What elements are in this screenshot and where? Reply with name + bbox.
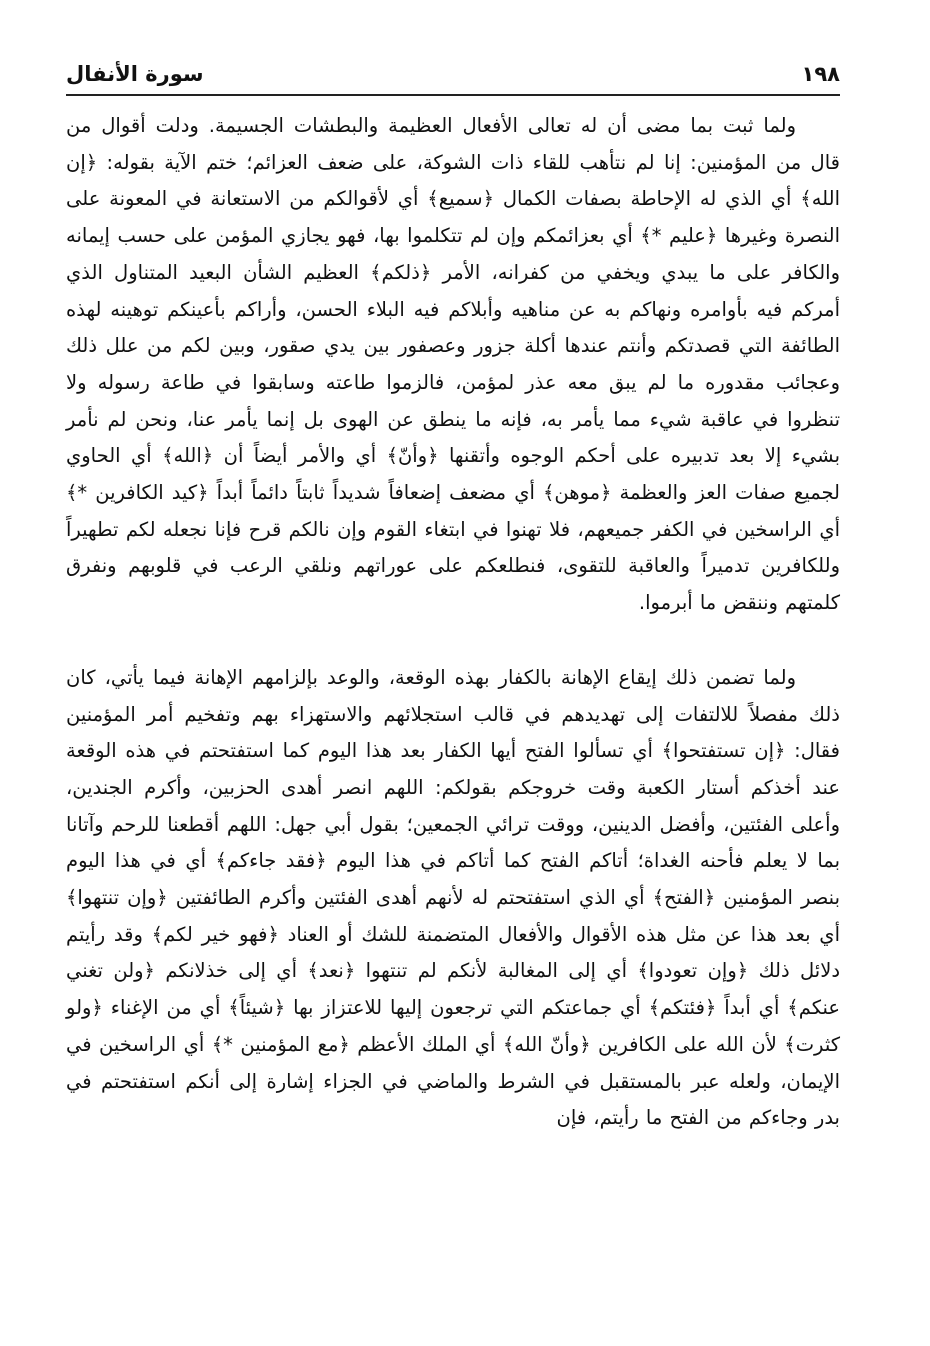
surah-title: سورة الأنفال [66, 62, 204, 86]
paragraph-first: ولما ثبت بما مضى أن له تعالى الأفعال العظيمة والبطشات الجسيمة. ودلت أقوال من قال من المؤمنين: إنا لم نتأهب للقاء ذات الشوكة، على ضعف العزائم؛ ختم الآية بقوله: ﴿إن الله﴾ أي الذي له الإحاطة بصفات الكمال ﴿سميع﴾ أي لأقوالكم من الاستعانة في المعونة على النصرة وغيرها ﴿عليم *﴾ أي بعزائمكم وإن لم تتكلموا بها، فهو يجازي المؤمن على حسب إيمانه والكافر على ما يبدي ويخفي من كفرانه، الأمر ﴿ذلكم﴾ العظيم الشأن البعيد المتناول الذي أمركم فيه بأوامره ونهاكم به عن مناهيه وأبلاكم فيه البلاء الحسن، وأراكم بأعينكم توهينه لهذه الطائفة التي قصدتكم وأنتم عندها أكلة جزور وعصفور بين يدي صقور، وبين لكم من علل ذلك وعجائب مقدوره ما لم يبق معه عذر لمؤمن، فالزموا طاعته وسابقوا في طاعة رسوله ولا تنظروا في عاقبة شيء مما يأمر به، فإنه ما ينطق عن الهوى بل إنما يأمر عنا، ونحن لم نأمر بشيء إلا بعد تدبيره على أحكم الوجوه وأتقنها ﴿وأنّ﴾ أي والأمر أيضاً أن ﴿الله﴾ أي الحاوي لجميع صفات العز والعظمة ﴿موهن﴾ أي مضعف إضعافاً شديداً ثابتاً دائماً أبداً ﴿كيد الكافرين *﴾ أي الراسخين في الكفر جميعهم، فلا تهنوا في ابتغاء القوم وإن نالكم قرح فإنا نجعله لكم تطهيراً وللكافرين تدميراً والعاقبة للتقوى، فنطلعكم على عوراتهم ونلقي الرعب في قلوبهم ونفرق كلمتهم وننقض ما أبرموا. [66, 114, 840, 615]
header-divider [66, 94, 840, 96]
commentary-body [66, 108, 840, 1137]
page-header [66, 58, 840, 92]
paragraph-second: ولما تضمن ذلك إيقاع الإهانة بالكفار بهذه الوقعة، والوعد بإلزامهم الإهانة فيما يأتي، كان ذلك مفصلاً للالتفات إلى تهديدهم في قالب استجلائهم والاستهزاء بهم وتفخيم أمر المؤمنين فقال: ﴿إن تستفتحوا﴾ أي تسألوا الفتح أيها الكفار بعد هذا اليوم كما استفتحتم في هذه الوقعة عند أخذكم أستار الكعبة وقت خروجكم بقولكم: اللهم انصر أهدى الحزبين، وأكرم الجندين، وأعلى الفئتين، وأفضل الدينين، ووقت ترائي الجمعين؛ بقول أبي جهل: اللهم أقطعنا للرحم وآتانا بما لا يعلم فأحنه الغداة؛ أتاكم الفتح كما أتاكم في هذا اليوم ﴿فقد جاءكم﴾ أي في هذا اليوم بنصر المؤمنين ﴿الفتح﴾ أي الذي استفتحتم له لأنهم أهدى الفئتين وأكرم الطائفتين ﴿وإن تنتهوا﴾ أي بعد هذا عن مثل هذه الأقوال والأفعال المتضمنة للشك أو العناد ﴿فهو خير لكم﴾ وقد رأيتم دلائل ذلك ﴿وإن تعودوا﴾ أي إلى المغالبة لأنكم لم تنتهوا ﴿نعد﴾ أي إلى خذلانكم ﴿ولن تغني عنكم﴾ أي أبداً ﴿فئتكم﴾ أي جماعتكم التي ترجعون إليها للاعتزاز بها ﴿شيئاً﴾ أي من الإغناء ﴿ولو كثرت﴾ لأن الله على الكافرين ﴿وأنّ الله﴾ أي الملك الأعظم ﴿مع المؤمنين *﴾ أي الراسخين في الإيمان، ولعله عبر بالمستقبل في الشرط والماضي في الجزاء إشارة إلى أنكم استفتحتم في بدر وجاءكم من الفتح ما رأيتم، فإن [66, 665, 840, 1130]
page-number: ١٩٨ [801, 62, 840, 86]
